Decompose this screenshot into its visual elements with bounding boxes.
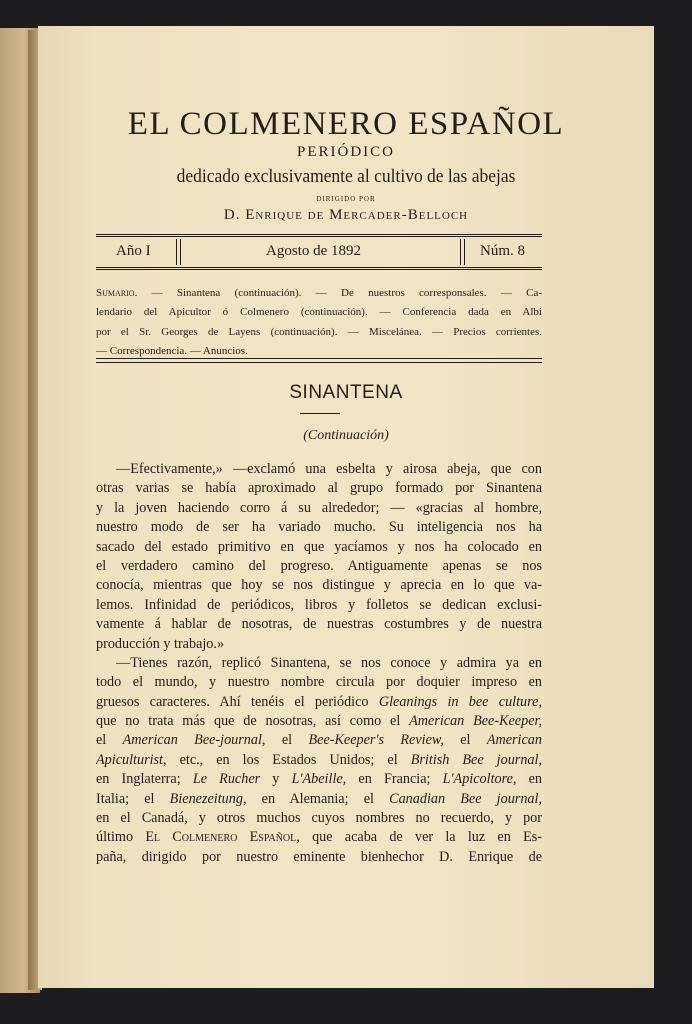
body-line: nuestro modo de ser ha variado mucho. Su inteligencia nos ha xyxy=(96,519,542,536)
body-line: el American Bee-journal, el Bee-Keeper's Review, el American xyxy=(96,732,542,749)
body-line: último El Colmenero Español, que acaba de ver la luz en Es- xyxy=(96,829,542,846)
director-name: D. Enrique de Mercader-Belloch xyxy=(223,207,469,223)
journal-title: Gleanings in bee culture, xyxy=(378,693,542,710)
journal-title: L'Abeille, xyxy=(291,771,347,788)
body-line: otras varias se había aproximado al grupo formado por Sinantena xyxy=(96,480,542,497)
issue-separator xyxy=(460,239,465,265)
issue-number: Núm. 8 xyxy=(480,243,525,259)
body-line: lemos. Infinidad de periódicos, libros y folletos se dedican exclusi- xyxy=(96,596,542,613)
body-line: sacado del estado primitivo en que yacíamos y nos ha colocado en xyxy=(96,538,542,555)
issue-separator xyxy=(176,239,181,265)
body-line: en Inglaterra; Le Rucher y L'Abeille, en Francia; L'Apicoltore, en xyxy=(96,771,542,788)
body-line: vamente á hablar de nosotras, de nuestras costumbres y de nuestra xyxy=(96,616,542,633)
summary-line: por el Sr. Georges de Layens (continuación). — Miscelánea. — Precios corrientes. xyxy=(96,325,542,338)
body-line: conocía, mientras que hoy se nos distingue y aprecia en lo que va- xyxy=(96,577,542,594)
body-line: en el Canadá, y otros muchos cuyos nombres no recuerdo, y por xyxy=(96,810,542,827)
summary-line: — Correspondencia. — Anuncios. xyxy=(96,345,248,358)
body-line: —Tienes razón, replicó Sinantena, se nos conoce y admira ya en xyxy=(116,654,542,671)
body-line: paña, dirigido por nuestro eminente bienhechor D. Enrique de xyxy=(96,848,542,865)
title-rule xyxy=(300,413,340,414)
summary-block xyxy=(96,285,542,363)
journal-title: British Bee journal, xyxy=(410,751,542,768)
journal-title: American Bee-journal, xyxy=(122,732,266,749)
body-line: que no trata más que de nosotras, así como el American Bee-Keeper, xyxy=(96,713,542,730)
journal-title: L'Apicoltore, xyxy=(442,771,517,788)
directed-by-label: DIRIGIDO POR xyxy=(316,195,376,203)
summary-label: Sumario. xyxy=(96,287,138,299)
body-line: Italia; el Bienezeitung, en Alemania; el Canadian Bee journal, xyxy=(96,790,542,807)
body-line: producción y trabajo.» xyxy=(96,635,225,652)
journal-title: El Colmenero Español, xyxy=(145,829,300,846)
journal-title: Le Rucher xyxy=(192,771,261,788)
article-title: SINANTENA xyxy=(289,382,403,403)
body-line: —Efectivamente,» —exclamó una esbelta y airosa abeja, que con xyxy=(116,461,542,477)
journal-title: Bee-Keeper's Review, xyxy=(308,732,444,749)
article-body xyxy=(96,460,542,867)
body-line: Apiculturist, etc., en los Estados Unidos; el British Bee journal, xyxy=(96,751,542,768)
journal-page xyxy=(38,26,654,988)
article-subtitle: (Continuación) xyxy=(303,428,389,443)
issue-date: Agosto de 1892 xyxy=(266,243,361,259)
summary-line: Sumario. — Sinantena (continuación). — De nuestros corresponsales. — Ca- xyxy=(96,287,542,299)
journal-title: Bienezeitung, xyxy=(169,790,247,807)
journal-title: American Bee-Keeper, xyxy=(409,713,542,730)
body-line: el verdadero camino del progreso. Antiguamente apenas se nos xyxy=(96,557,542,574)
masthead-dedication: dedicado exclusivamente al cultivo de las abejas xyxy=(176,166,516,187)
journal-title: Apiculturist, xyxy=(96,751,167,768)
journal-title: American xyxy=(486,732,542,749)
body-line: todo el mundo, y nuestro nombre circula por doquier impreso en xyxy=(96,674,542,691)
issue-bar xyxy=(96,234,542,270)
section-divider xyxy=(96,358,542,363)
body-line: y la joven haciendo corro á su alrededor; — «gracias al hombre, xyxy=(96,499,542,516)
masthead-kind: PERIÓDICO xyxy=(296,144,395,160)
summary-line: lendario del Apicultor ó Colmenero (continuación). — Conferencia dada en Albi xyxy=(96,306,542,319)
body-line: gruesos caracteres. Ahí tenéis el periódico Gleanings in bee culture, xyxy=(96,693,542,710)
masthead-title: EL COLMENERO ESPAÑOL xyxy=(127,106,565,142)
journal-title: Canadian Bee journal, xyxy=(389,790,542,807)
issue-year: Año I xyxy=(116,243,151,259)
